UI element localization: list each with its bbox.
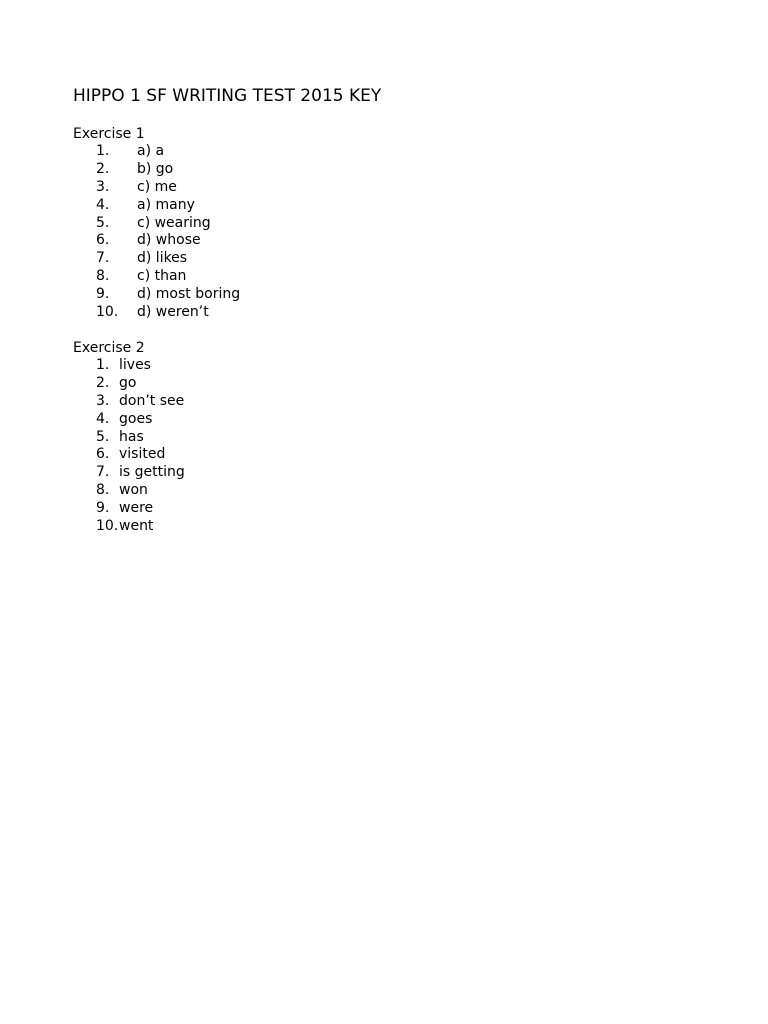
answer-number: 2.: [96, 160, 110, 177]
answer-number: 4.: [96, 410, 110, 427]
answer-number: 3.: [96, 392, 110, 409]
answer-text: d) most boring: [137, 286, 241, 303]
answer-number: 10.: [96, 304, 119, 321]
answer-text: c) wearing: [137, 214, 211, 231]
answer-number: 7.: [96, 250, 110, 267]
exercise-1-heading: Exercise 1: [73, 126, 145, 142]
answer-number: 9.: [96, 286, 110, 303]
answer-number: 10.: [96, 518, 119, 535]
answer-number: 4.: [96, 196, 110, 213]
answer-text: lives: [119, 357, 151, 373]
answer-text: won: [119, 482, 148, 499]
answer-number: 7.: [96, 464, 110, 481]
answer-text: d) likes: [137, 250, 188, 267]
answer-number: 6.: [96, 446, 110, 463]
answer-text: d) whose: [137, 232, 201, 249]
answer-text: were: [119, 500, 154, 517]
answer-number: 8.: [96, 268, 110, 285]
document-title: HIPPO 1 SF WRITING TEST 2015 KEY: [73, 86, 382, 106]
answer-number: 8.: [96, 482, 110, 499]
answer-number: 1.: [96, 357, 110, 373]
answer-text: is getting: [119, 464, 185, 481]
answer-number: 3.: [96, 178, 110, 195]
answer-number: 5.: [96, 428, 110, 445]
answer-number: 1.: [96, 143, 110, 159]
answer-text: a) a: [137, 143, 165, 159]
answer-text: went: [119, 518, 154, 535]
answer-text: visited: [119, 446, 166, 463]
answer-text: c) than: [137, 268, 187, 285]
answer-number: 6.: [96, 232, 110, 249]
answer-text: goes: [119, 410, 153, 427]
answer-text: don’t see: [119, 392, 185, 409]
answer-text: has: [119, 428, 144, 445]
answer-number: 2.: [96, 374, 110, 391]
answer-text: b) go: [137, 160, 174, 177]
answer-text: a) many: [137, 196, 195, 213]
answer-text: d) weren’t: [137, 304, 209, 321]
answer-text: go: [119, 374, 137, 391]
exercise-2-heading: Exercise 2: [73, 340, 145, 356]
answer-number: 5.: [96, 214, 110, 231]
answer-number: 9.: [96, 500, 110, 517]
answer-text: c) me: [137, 178, 177, 195]
